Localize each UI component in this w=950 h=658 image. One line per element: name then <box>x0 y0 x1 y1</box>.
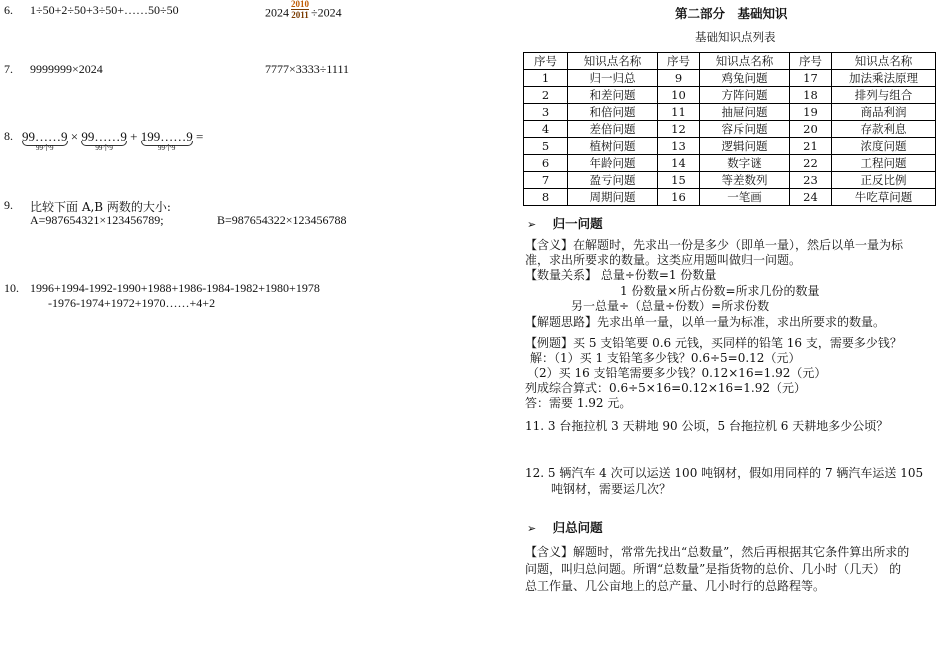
table-cell: 11 <box>658 104 700 121</box>
table-header: 知识点名称 <box>700 53 790 70</box>
q6-number: 6. <box>4 3 13 17</box>
table-cell: 13 <box>658 138 700 155</box>
table-cell: 正反比例 <box>832 172 936 189</box>
table-header: 序号 <box>524 53 568 70</box>
q6-b-suffix: ÷2024 <box>311 5 342 20</box>
q9-b: B=987654322×123456788 <box>217 213 347 227</box>
q7-number: 7. <box>4 62 13 76</box>
table-cell: 22 <box>790 155 832 172</box>
table-cell: 9 <box>658 70 700 87</box>
table-row <box>524 138 936 155</box>
table-cell: 16 <box>658 189 700 206</box>
q10-line-2: -1976-1974+1972+1970……+4+2 <box>48 296 216 310</box>
section-guiyi-title: 归一问题 <box>552 216 603 231</box>
table-cell: 数字谜 <box>700 155 790 172</box>
s2-definition-1: 【含义】解题时，常常先找出“总数量”，然后再根据其它条件算出所求的 <box>525 545 910 559</box>
s2-definition-3: 总工作量、几公亩地上的总产量、几小时行的总路程等。 <box>525 579 826 593</box>
table-cell: 1 <box>524 70 568 87</box>
s1-relation-1: 【数量关系】 总量÷份数=1 份数量 <box>525 268 717 282</box>
table-header: 知识点名称 <box>832 53 936 70</box>
s1-solving-idea: 【解题思路】先求出单一量，以单一量为标准，求出所要求的数量。 <box>525 315 886 329</box>
q8-expression <box>22 129 204 152</box>
table-cell: 鸡兔问题 <box>700 70 790 87</box>
table-cell: 17 <box>790 70 832 87</box>
table-cell: 19 <box>790 104 832 121</box>
q8-number: 8. <box>4 129 13 143</box>
q7-expression-a: 9999999×2024 <box>30 62 103 76</box>
question-11: 11. 3 台拖拉机 3 天耕地 90 公顷，5 台拖拉机 6 天耕地多少公顷？ <box>525 419 889 433</box>
q6-expression-b <box>265 0 342 24</box>
table-cell: 5 <box>524 138 568 155</box>
table-cell: 等差数列 <box>700 172 790 189</box>
q6-fraction-bottom: 2011 <box>291 10 309 20</box>
table-cell: 工程问题 <box>832 155 936 172</box>
table-cell: 和差问题 <box>568 87 658 104</box>
section-bullet-icon: ➢ <box>527 522 537 535</box>
s1-example-2: 解：（1）买 1 支铅笔多少钱？0.6÷5=0.12（元） <box>530 351 801 365</box>
q10-line-1: 1996+1994-1992-1990+1988+1986-1984-1982+1980+1978 <box>30 281 320 295</box>
table-cell: 2 <box>524 87 568 104</box>
q8-term-3-label: 99个9 <box>157 144 176 152</box>
table-cell: 8 <box>524 189 568 206</box>
table-cell: 7 <box>524 172 568 189</box>
table-cell: 周期问题 <box>568 189 658 206</box>
table-cell: 6 <box>524 155 568 172</box>
table-cell: 排列与组合 <box>832 87 936 104</box>
q8-term-1 <box>22 129 68 152</box>
table-cell: 加法乘法原理 <box>832 70 936 87</box>
table-cell: 14 <box>658 155 700 172</box>
table-row <box>524 121 936 138</box>
q8-op-2: + <box>130 129 138 144</box>
table-cell: 差倍问题 <box>568 121 658 138</box>
table-cell: 4 <box>524 121 568 138</box>
table-cell: 植树问题 <box>568 138 658 155</box>
section-guizong-heading <box>527 518 603 536</box>
table-header: 知识点名称 <box>568 53 658 70</box>
table-cell: 逻辑问题 <box>700 138 790 155</box>
table-cell: 牛吃草问题 <box>832 189 936 206</box>
table-cell: 和倍问题 <box>568 104 658 121</box>
s1-example-4: 列成综合算式：0.6÷5×16=0.12×16=1.92（元） <box>525 381 806 395</box>
q6-fraction <box>291 0 309 20</box>
q9-a: A=987654321×123456789; <box>30 213 164 227</box>
s1-relation-2: 1 份数量×所占份数=所求几份的数量 <box>620 284 820 298</box>
q10-number: 10. <box>4 281 19 295</box>
table-header-row <box>524 53 936 70</box>
s1-example-1: 【例题】买 5 支铅笔要 0.6 元钱，买同样的铅笔 16 支，需要多少钱？ <box>525 336 902 350</box>
q8-term-1-text: 99……9 <box>22 129 68 144</box>
section-guiyi-heading <box>527 214 603 232</box>
q8-term-3 <box>140 129 193 152</box>
question-12-line-2: 吨钢材，需要运几次？ <box>551 482 672 496</box>
table-cell: 10 <box>658 87 700 104</box>
q8-term-3-text: 199……9 <box>140 129 193 144</box>
q6-b-prefix: 2024 <box>265 5 289 20</box>
table-cell: 21 <box>790 138 832 155</box>
q6-expression-a: 1÷50+2÷50+3÷50+……50÷50 <box>30 3 179 17</box>
table-header: 序号 <box>658 53 700 70</box>
table-cell: 盈亏问题 <box>568 172 658 189</box>
table-header: 序号 <box>790 53 832 70</box>
question-12-line-1: 12. 5 辆汽车 4 次可以运送 100 吨钢材，假如用同样的 7 辆汽车运送 105 <box>525 466 924 480</box>
table-title: 基础知识点列表 <box>695 30 776 44</box>
table-row <box>524 189 936 206</box>
table-row <box>524 87 936 104</box>
table-cell: 24 <box>790 189 832 206</box>
q7-expression-b: 7777×3333÷1111 <box>265 62 350 76</box>
s1-definition-1: 【含义】在解题时，先求出一份是多少（即单一量），然后以单一量为标 <box>525 238 904 252</box>
table-row <box>524 104 936 121</box>
q8-equals: = <box>195 129 204 144</box>
table-cell: 归一归总 <box>568 70 658 87</box>
s2-definition-2: 问题，叫归总问题。所谓“总数量”是指货物的总价、几小时（几天） 的 <box>525 562 902 576</box>
q8-term-2-text: 99……9 <box>81 129 127 144</box>
table-cell: 存款利息 <box>832 121 936 138</box>
q8-term-1-label: 99个9 <box>36 144 54 152</box>
knowledge-table <box>523 52 936 206</box>
table-cell: 15 <box>658 172 700 189</box>
s1-example-5: 答：需要 1.92 元。 <box>525 396 632 410</box>
table-row <box>524 70 936 87</box>
q9-number: 9. <box>4 198 13 212</box>
table-cell: 方阵问题 <box>700 87 790 104</box>
s1-definition-2: 准，求出所要求的数量。这类应用题叫做归一问题。 <box>525 253 802 267</box>
table-cell: 23 <box>790 172 832 189</box>
q8-op-1: × <box>70 129 79 144</box>
table-cell: 18 <box>790 87 832 104</box>
q6-fraction-top: 2010 <box>291 0 309 9</box>
table-cell: 商品利润 <box>832 104 936 121</box>
section-bullet-icon: ➢ <box>527 218 537 231</box>
table-row <box>524 172 936 189</box>
part-title: 第二部分 基础知识 <box>675 6 788 21</box>
q8-term-2-label: 99个9 <box>95 144 113 152</box>
s1-example-3: （2）买 16 支铅笔需要多少钱？0.12×16=1.92（元） <box>527 366 827 380</box>
s1-relation-3: 另一总量÷（总量÷份数）=所求份数 <box>571 299 770 313</box>
table-cell: 抽屉问题 <box>700 104 790 121</box>
table-cell: 20 <box>790 121 832 138</box>
table-row <box>524 155 936 172</box>
table-cell: 3 <box>524 104 568 121</box>
table-cell: 年龄问题 <box>568 155 658 172</box>
q9-prompt: 比较下面 A,B 两数的大小: <box>30 200 171 214</box>
table-cell: 12 <box>658 121 700 138</box>
table-cell: 容斥问题 <box>700 121 790 138</box>
q8-term-2 <box>81 129 127 152</box>
table-cell: 浓度问题 <box>832 138 936 155</box>
table-cell: 一笔画 <box>700 189 790 206</box>
section-guizong-title: 归总问题 <box>552 520 603 535</box>
